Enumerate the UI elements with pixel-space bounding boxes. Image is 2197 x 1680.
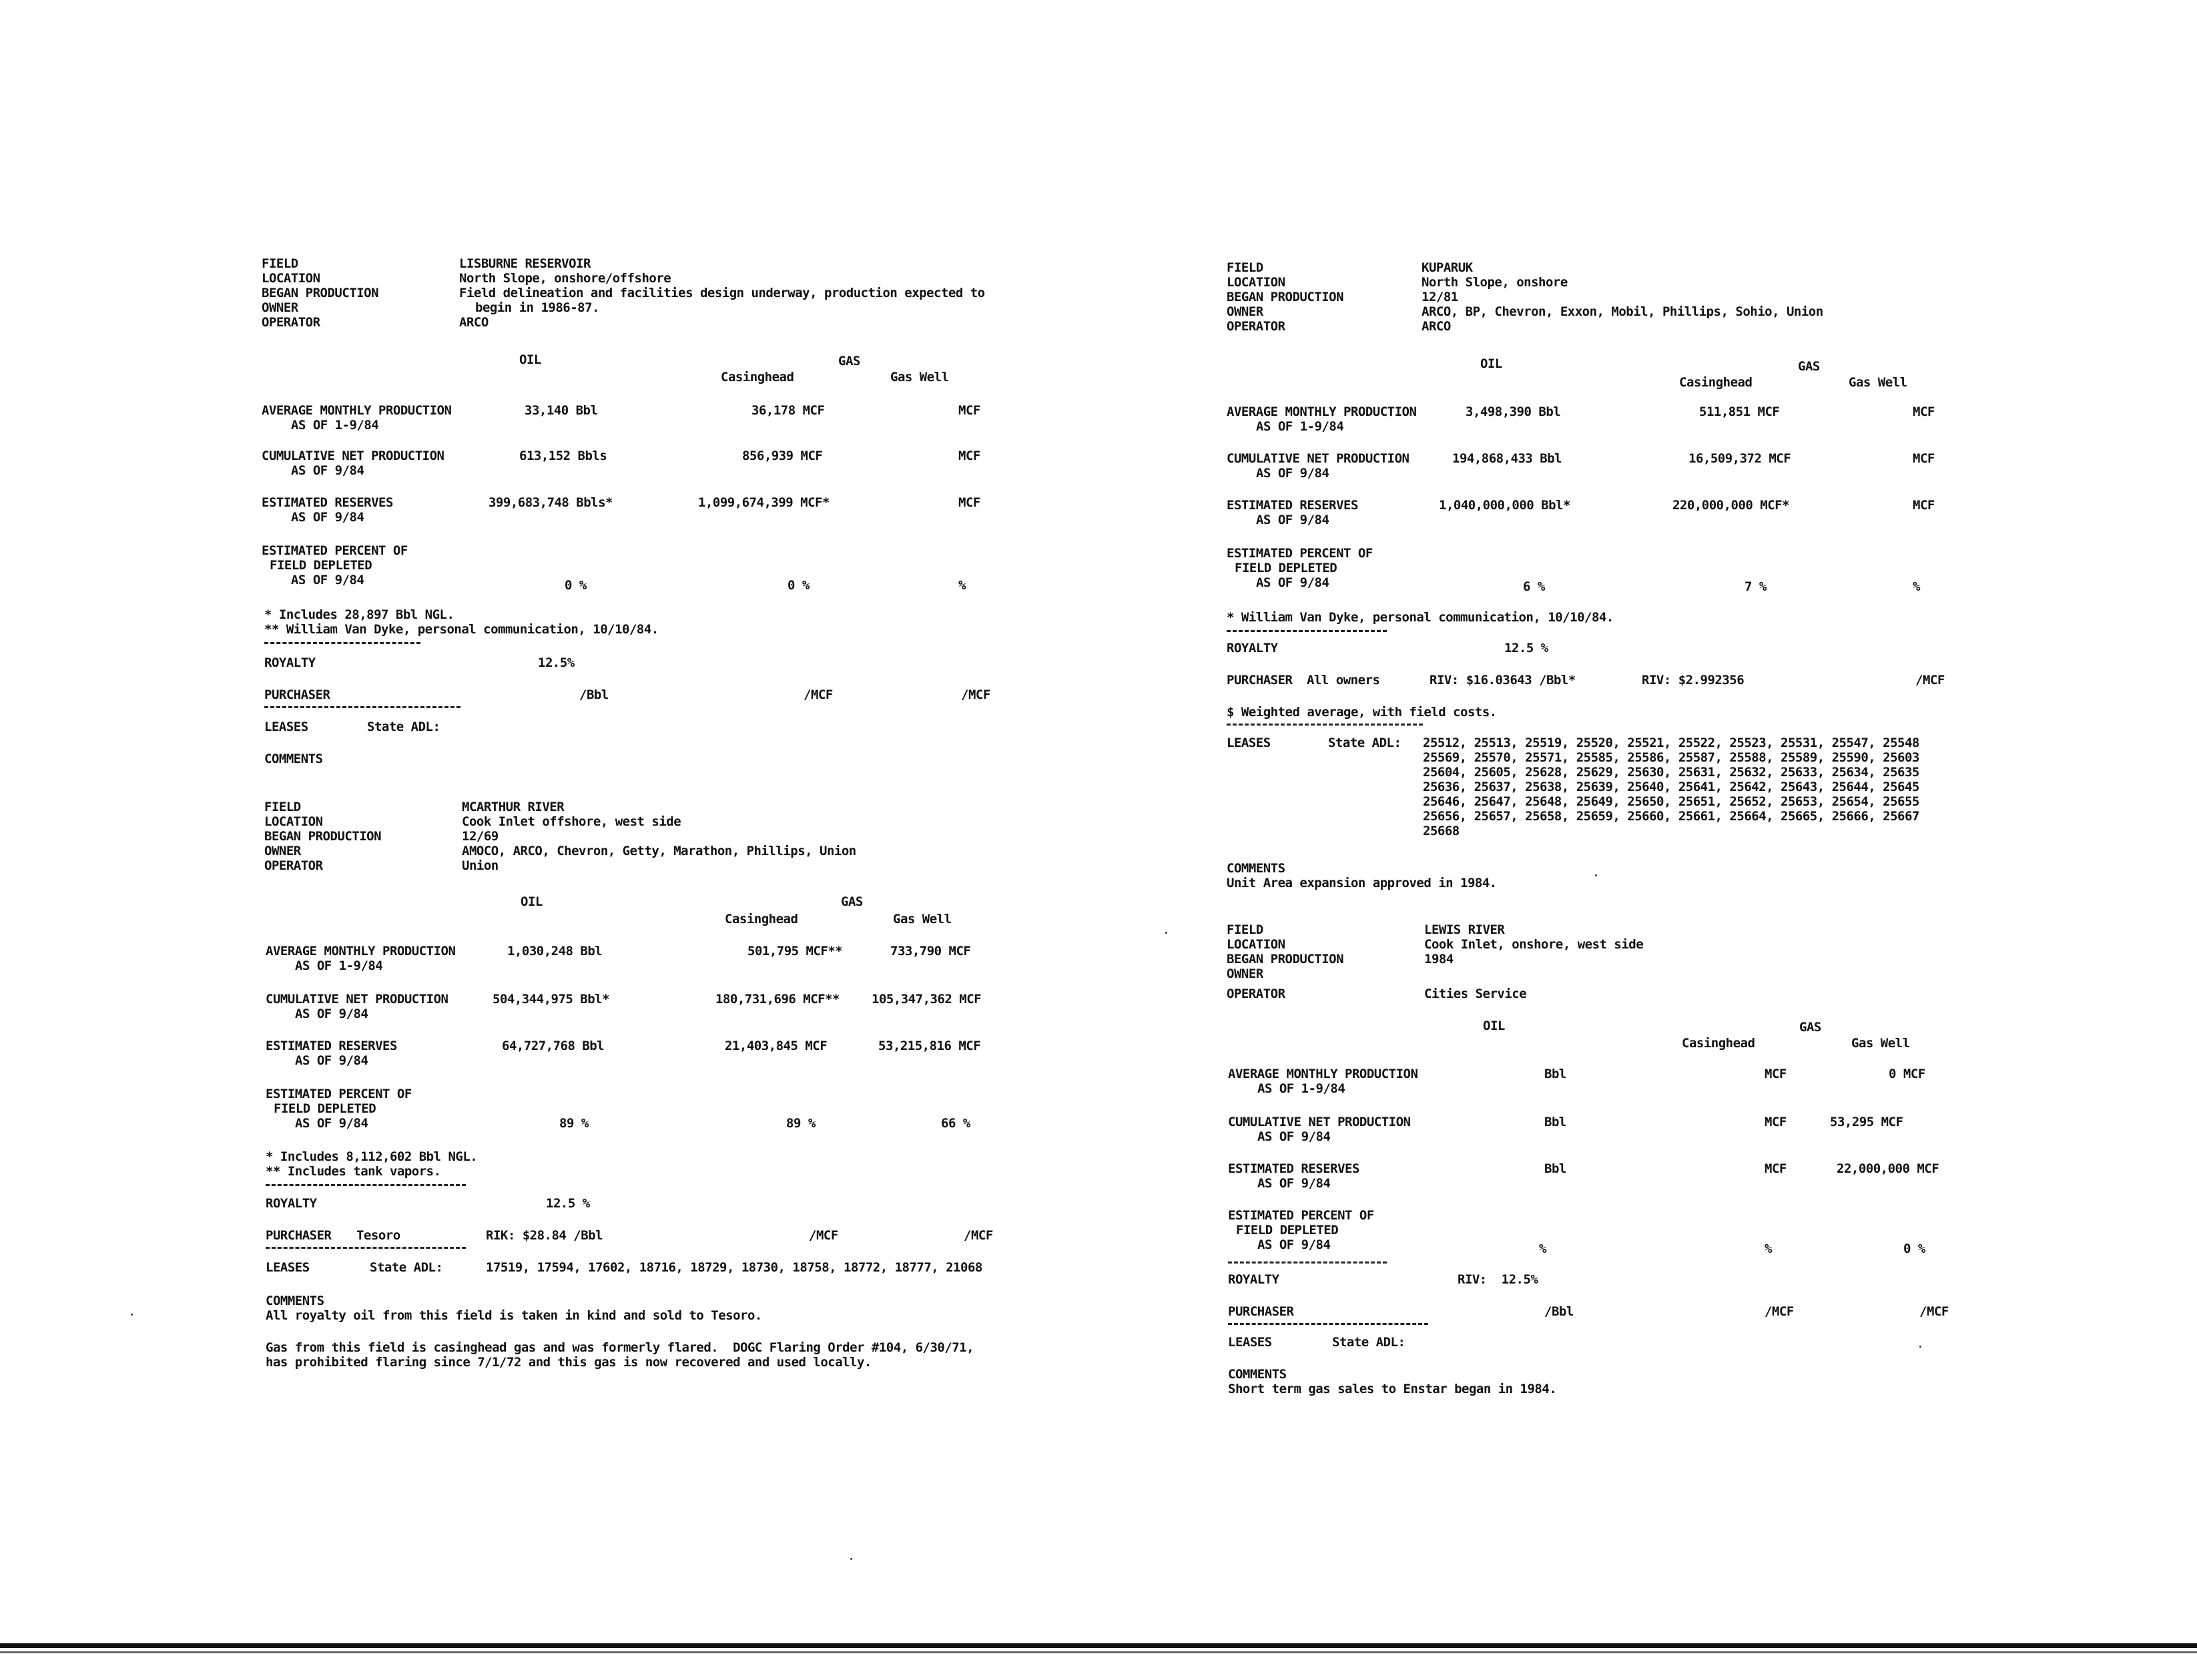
leases-label: LEASES — [266, 1260, 310, 1275]
purchaser-gas-well: /MCF — [1915, 673, 1945, 687]
oil-value: 3,498,390 Bbl — [1466, 404, 1561, 419]
purchaser-gas-well: /MCF — [961, 687, 990, 702]
began-production-label: BEGAN PRODUCTION — [1227, 952, 1344, 966]
location-label: LOCATION — [264, 814, 323, 829]
oil-value: 6 % — [1523, 579, 1545, 594]
gas-well-value: 105,347,362 MCF — [872, 992, 982, 1007]
depleted-sublabel: AS OF 9/84 — [1256, 575, 1329, 590]
oil-value: Bbl — [1544, 1067, 1566, 1081]
gas-well-value: 53,215,816 MCF — [878, 1039, 981, 1053]
row-sublabel: AS OF 1-9/84 — [1257, 1081, 1345, 1096]
purchaser-gas-well: /MCF — [964, 1228, 993, 1243]
divider — [1228, 1262, 1387, 1264]
field-label: FIELD — [1227, 260, 1263, 275]
depleted-sublabel: AS OF 9/84 — [295, 1116, 368, 1131]
royalty-value: 12.5 % — [546, 1196, 590, 1211]
began-production-label: BEGAN PRODUCTION — [264, 829, 382, 844]
location-label: LOCATION — [1227, 275, 1285, 290]
row-label: ESTIMATED RESERVES — [1228, 1161, 1359, 1176]
row-label: CUMULATIVE NET PRODUCTION — [266, 992, 448, 1007]
purchaser-casinghead: RIV: $2.992356 — [1642, 673, 1745, 687]
royalty-label: ROYALTY — [1228, 1272, 1279, 1287]
depleted-label: FIELD DEPLETED — [270, 558, 372, 573]
casinghead-value: MCF — [1765, 1161, 1787, 1176]
row-sublabel: AS OF 9/84 — [1257, 1176, 1331, 1191]
gas-well-value: 53,295 MCF — [1830, 1115, 1903, 1129]
royalty-label: ROYALTY — [1227, 641, 1278, 655]
leases-list-line: 25668 — [1423, 824, 1460, 838]
divider — [264, 706, 460, 708]
leases-list-line: 25604, 25605, 25628, 25629, 25630, 25631, 25632, 25633, 25634, 25635 — [1423, 765, 1919, 780]
casinghead-value: 0 % — [788, 578, 810, 593]
row-label: AVERAGE MONTHLY PRODUCTION — [266, 944, 456, 958]
scan-speck — [131, 1314, 133, 1316]
casinghead-value: MCF — [1765, 1115, 1787, 1129]
location-value: North Slope, onshore — [1422, 275, 1568, 290]
field-value: MCARTHUR RIVER — [462, 800, 565, 814]
purchaser-name: Tesoro — [356, 1228, 400, 1243]
casinghead-value: 180,731,696 MCF** — [715, 992, 840, 1007]
row-sublabel: AS OF 9/84 — [291, 510, 364, 525]
royalty-value: 12.5% — [538, 655, 575, 670]
depleted-label: ESTIMATED PERCENT OF — [1228, 1208, 1374, 1223]
purchaser-casinghead: /MCF — [1765, 1304, 1794, 1319]
field-value: LISBURNE RESERVOIR — [459, 256, 591, 271]
gas-well-header: Gas Well — [1849, 375, 1907, 390]
owner-label: OWNER — [262, 300, 298, 315]
scan-speck — [1165, 932, 1167, 934]
gas-well-value: % — [958, 578, 966, 593]
oil-value: 194,868,433 Bbl — [1452, 451, 1562, 466]
operator-label: OPERATOR — [262, 315, 320, 330]
depleted-sublabel: AS OF 9/84 — [291, 573, 364, 587]
gas-header: GAS — [838, 354, 860, 368]
divider — [1228, 1323, 1428, 1325]
location-value: North Slope, onshore/offshore — [459, 271, 671, 286]
began-production-value: 1984 — [1424, 952, 1454, 966]
purchaser-label: PURCHASER — [1228, 1304, 1294, 1319]
row-sublabel: AS OF 9/84 — [1256, 466, 1329, 481]
leases-list-line: 25636, 25637, 25638, 25639, 25640, 25641, 25642, 25643, 25644, 25645 — [1423, 780, 1919, 794]
leases-state: State ADL: — [367, 720, 440, 734]
leases-state: State ADL: — [370, 1260, 443, 1275]
casinghead-value: 1,099,674,399 MCF* — [698, 495, 830, 510]
began-production-value: 12/69 — [462, 829, 499, 844]
royalty-label: ROYALTY — [266, 1196, 317, 1211]
divider — [1227, 724, 1423, 726]
purchaser-oil: /Bbl — [579, 687, 609, 702]
location-label: LOCATION — [1227, 937, 1285, 952]
casinghead-value: 7 % — [1745, 579, 1767, 594]
gas-well-value: % — [1913, 579, 1920, 594]
leases-list-line: 25646, 25647, 25648, 25649, 25650, 25651, 25652, 25653, 25654, 25655 — [1423, 794, 1919, 809]
oil-value: Bbl — [1544, 1115, 1566, 1129]
oil-value: 399,683,748 Bbls* — [489, 495, 613, 510]
field-value: LEWIS RIVER — [1424, 922, 1505, 937]
comment-line: All royalty oil from this field is taken in kind and sold to Tesoro. — [266, 1308, 762, 1323]
depleted-label: ESTIMATED PERCENT OF — [1227, 546, 1373, 561]
row-sublabel: AS OF 1-9/84 — [291, 418, 379, 433]
comments-label: COMMENTS — [1228, 1367, 1287, 1382]
casinghead-value: 220,000,000 MCF* — [1672, 498, 1790, 513]
gas-well-header: Gas Well — [1851, 1036, 1910, 1051]
purchaser-label: PURCHASER — [266, 1228, 332, 1243]
gas-well-value: 0 MCF — [1889, 1067, 1925, 1081]
oil-header: OIL — [1483, 1019, 1505, 1033]
purchaser-casinghead: /MCF — [809, 1228, 838, 1243]
purchaser-oil: /Bbl — [1544, 1304, 1574, 1319]
gas-well-value: MCF — [958, 449, 980, 463]
field-label: FIELD — [1227, 922, 1263, 937]
casinghead-value: % — [1765, 1241, 1772, 1256]
owner-label: OWNER — [264, 844, 301, 858]
gas-header: GAS — [1799, 1020, 1821, 1035]
oil-header: OIL — [519, 352, 541, 367]
casinghead-value: 856,939 MCF — [742, 449, 823, 463]
row-label: CUMULATIVE NET PRODUCTION — [1227, 451, 1409, 466]
owner-label: OWNER — [1227, 304, 1263, 319]
leases-list: 17519, 17594, 17602, 18716, 18729, 18730, 18758, 18772, 18777, 21068 — [486, 1260, 982, 1275]
purchaser-gas-well: /MCF — [1919, 1304, 1949, 1319]
casinghead-header: Casinghead — [725, 912, 798, 926]
oil-value: % — [1539, 1241, 1546, 1256]
oil-header: OIL — [1480, 356, 1502, 371]
operator-value: Cities Service — [1424, 987, 1527, 1001]
purchaser-oil: RIV: $16.03643 /Bbl* — [1430, 673, 1576, 687]
gas-well-header: Gas Well — [890, 370, 949, 384]
gas-well-value: 66 % — [941, 1116, 970, 1131]
comment-line: Gas from this field is casinghead gas and was formerly flared. DOGC Flaring Order #104, 6/30/71, — [266, 1340, 974, 1355]
gas-well-header: Gas Well — [893, 912, 952, 926]
row-label: AVERAGE MONTHLY PRODUCTION — [1227, 404, 1417, 419]
royalty-value: RIV: 12.5% — [1458, 1272, 1538, 1287]
oil-value: Bbl — [1544, 1161, 1566, 1176]
row-label: ESTIMATED RESERVES — [266, 1039, 397, 1053]
oil-value: 33,140 Bbl — [525, 403, 598, 418]
gas-well-value: 0 % — [1903, 1241, 1925, 1256]
comments-label: COMMENTS — [266, 1294, 324, 1308]
owner-value: AMOCO, ARCO, Chevron, Getty, Marathon, Phillips, Union — [462, 844, 856, 858]
row-label: ESTIMATED RESERVES — [1227, 498, 1358, 513]
began-production-label: BEGAN PRODUCTION — [262, 286, 379, 300]
purchaser-casinghead: /MCF — [804, 687, 833, 702]
divider — [1227, 630, 1387, 632]
divider — [264, 642, 420, 644]
row-label: CUMULATIVE NET PRODUCTION — [1228, 1115, 1411, 1129]
purchaser-label: PURCHASER — [1227, 673, 1293, 687]
leases-list-line: 25656, 25657, 25658, 25659, 25660, 25661, 25664, 25665, 25666, 25667 — [1423, 809, 1919, 824]
comments-label: COMMENTS — [264, 752, 323, 766]
gas-well-value: MCF — [958, 403, 980, 418]
operator-label: OPERATOR — [1227, 319, 1285, 334]
gas-well-value: MCF — [1913, 404, 1935, 419]
began-production-value-cont: begin in 1986-87. — [475, 300, 599, 315]
footnote: * Includes 28,897 Bbl NGL. — [264, 607, 454, 622]
casinghead-value: 36,178 MCF — [751, 403, 825, 418]
operator-label: OPERATOR — [264, 858, 323, 873]
footnote: * William Van Dyke, personal communication, 10/10/84. — [1227, 610, 1614, 625]
gas-well-value: 22,000,000 MCF — [1837, 1161, 1939, 1176]
row-sublabel: AS OF 9/84 — [295, 1053, 368, 1068]
gas-header: GAS — [1798, 359, 1820, 374]
purchaser-label: PURCHASER — [264, 687, 330, 702]
royalty-value: 12.5 % — [1504, 641, 1548, 655]
comment-line: has prohibited flaring since 7/1/72 and this gas is now recovered and used locally. — [266, 1355, 872, 1370]
field-label: FIELD — [262, 256, 298, 271]
oil-header: OIL — [521, 894, 543, 909]
row-label: AVERAGE MONTHLY PRODUCTION — [262, 403, 452, 418]
comment-line: Short term gas sales to Enstar began in 1984. — [1228, 1382, 1557, 1396]
casinghead-header: Casinghead — [1682, 1036, 1755, 1051]
comments-label: COMMENTS — [1227, 861, 1285, 876]
scanner-edge — [0, 1643, 2197, 1648]
casinghead-value: 21,403,845 MCF — [725, 1039, 828, 1053]
field-value: KUPARUK — [1422, 260, 1473, 275]
row-sublabel: AS OF 1-9/84 — [1256, 419, 1344, 434]
location-value: Cook Inlet offshore, west side — [462, 814, 681, 829]
leases-label: LEASES — [1227, 736, 1271, 750]
oil-value: 89 % — [559, 1116, 589, 1131]
purchaser-oil: RIK: $28.84 /Bbl — [486, 1228, 603, 1243]
row-sublabel: AS OF 9/84 — [1257, 1129, 1331, 1144]
leases-list-line: 25569, 25570, 25571, 25585, 25586, 25587, 25588, 25589, 25590, 25603 — [1423, 750, 1919, 765]
scanner-edge — [0, 1651, 2197, 1653]
divider — [266, 1247, 466, 1249]
comment-line: Unit Area expansion approved in 1984. — [1227, 876, 1497, 890]
gas-header: GAS — [841, 894, 863, 909]
operator-value: ARCO — [459, 315, 489, 330]
row-sublabel: AS OF 9/84 — [295, 1007, 368, 1021]
oil-value: 1,030,248 Bbl — [507, 944, 603, 958]
purchaser-name: All owners — [1307, 673, 1380, 687]
depleted-label: ESTIMATED PERCENT OF — [266, 1087, 412, 1101]
footnote: * Includes 8,112,602 Bbl NGL. — [266, 1149, 478, 1164]
oil-value: 613,152 Bbls — [519, 449, 607, 463]
depleted-label: ESTIMATED PERCENT OF — [262, 543, 408, 558]
purchaser-footnote: $ Weighted average, with field costs. — [1227, 705, 1497, 720]
scan-speck — [1919, 1346, 1921, 1348]
footnote: ** William Van Dyke, personal communication, 10/10/84. — [264, 622, 659, 637]
operator-value: Union — [462, 858, 499, 873]
royalty-label: ROYALTY — [264, 655, 316, 670]
leases-list-line: 25512, 25513, 25519, 25520, 25521, 25522, 25523, 25531, 25547, 25548 — [1423, 736, 1919, 750]
row-sublabel: AS OF 9/84 — [1256, 513, 1329, 527]
footnote: ** Includes tank vapors. — [266, 1164, 441, 1179]
owner-value: ARCO, BP, Chevron, Exxon, Mobil, Phillips, Sohio, Union — [1422, 304, 1823, 319]
began-production-label: BEGAN PRODUCTION — [1227, 290, 1344, 304]
row-label: ESTIMATED RESERVES — [262, 495, 393, 510]
casinghead-value: 511,851 MCF — [1699, 404, 1780, 419]
gas-well-value: MCF — [958, 495, 980, 510]
field-label: FIELD — [264, 800, 301, 814]
scan-speck — [1595, 874, 1597, 876]
began-production-value: 12/81 — [1422, 290, 1458, 304]
row-sublabel: AS OF 1-9/84 — [295, 958, 383, 973]
row-label: CUMULATIVE NET PRODUCTION — [262, 449, 444, 463]
operator-value: ARCO — [1422, 319, 1451, 334]
oil-value: 1,040,000,000 Bbl* — [1439, 498, 1570, 513]
depleted-label: FIELD DEPLETED — [1235, 561, 1337, 575]
divider — [266, 1184, 466, 1186]
oil-value: 0 % — [565, 578, 587, 593]
location-value: Cook Inlet, onshore, west side — [1424, 937, 1644, 952]
leases-label: LEASES — [264, 720, 308, 734]
row-sublabel: AS OF 9/84 — [291, 463, 364, 478]
casinghead-value: 501,795 MCF** — [747, 944, 843, 958]
leases-state: State ADL: — [1328, 736, 1401, 750]
operator-label: OPERATOR — [1227, 987, 1285, 1001]
oil-value: 504,344,975 Bbl* — [493, 992, 610, 1007]
location-label: LOCATION — [262, 271, 320, 286]
casinghead-value: 89 % — [786, 1116, 816, 1131]
scan-speck — [850, 1558, 852, 1560]
casinghead-value: MCF — [1765, 1067, 1787, 1081]
gas-well-value: MCF — [1913, 451, 1935, 466]
leases-label: LEASES — [1228, 1335, 1272, 1350]
began-production-value: Field delineation and facilities design underway, production expected to — [459, 286, 985, 300]
leases-state: State ADL: — [1332, 1335, 1405, 1350]
gas-well-value: 733,790 MCF — [890, 944, 971, 958]
casinghead-value: 16,509,372 MCF — [1688, 451, 1791, 466]
gas-well-value: MCF — [1913, 498, 1935, 513]
oil-value: 64,727,768 Bbl — [502, 1039, 605, 1053]
row-label: AVERAGE MONTHLY PRODUCTION — [1228, 1067, 1418, 1081]
depleted-label: FIELD DEPLETED — [1236, 1223, 1339, 1237]
casinghead-header: Casinghead — [721, 370, 794, 384]
casinghead-header: Casinghead — [1679, 375, 1753, 390]
depleted-sublabel: AS OF 9/84 — [1257, 1237, 1331, 1252]
depleted-label: FIELD DEPLETED — [274, 1101, 376, 1116]
owner-label: OWNER — [1227, 966, 1263, 981]
